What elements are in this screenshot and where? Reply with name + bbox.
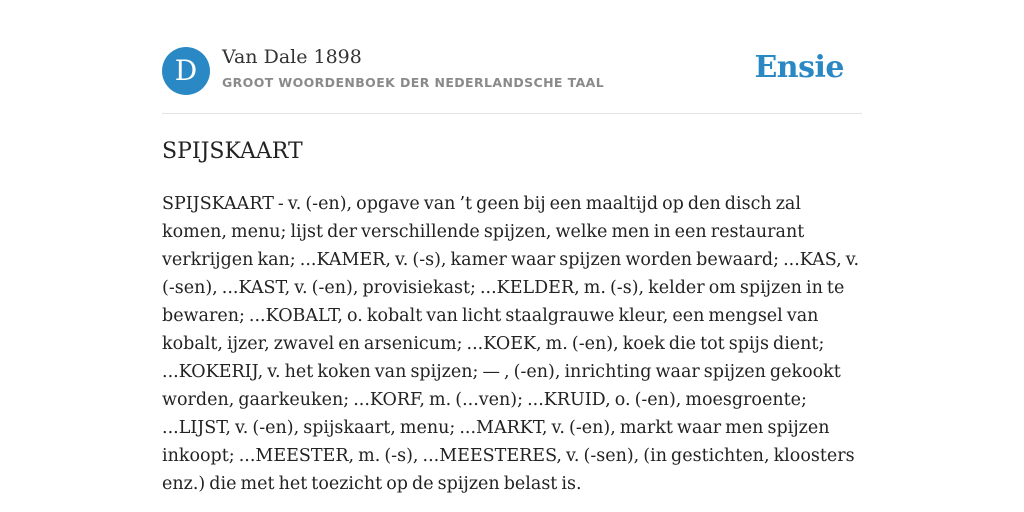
brand-logo[interactable]: Ensie (754, 50, 844, 85)
source-logo[interactable]: D (162, 47, 210, 95)
source-title[interactable]: Van Dale 1898 (222, 46, 362, 68)
entry-definition: SPIJSKAART - v. (-en), opgave van ’t geen bij een maaltijd op den disch zal komen, menu; lijst der verschillende spijzen, welke men in een restaurant verkrijgen kan; ...KAMER, v. (-s), kamer waar spijzen worden bewaard; ...KAS, v. (-sen), ...KAST, v. (-en), provisiekast; ...KELDER, m. (-s), kelder om spijzen in te bewaren; ...KOBALT, o. kobalt van licht staalgrauwe kleur, een mengsel van kobalt, ijzer, zwavel en arsenicum; ...KOEK, m. (-en), koek die tot spijs dient; ...KOKERIJ, v. het koken van spijzen; — , (-en), inrichting waar spijzen gekookt worden, gaarkeuken; ...KORF, m. (...ven); ...KRUID, o. (-en), moesgroente; ...LIJST, v. (-en), spijskaart, menu; ...MARKT, v. (-en), markt waar men spijzen inkoopt; ...MEESTER, m. (-s), ...MEESTERES, v. (-sen), (in gestichten, kloosters enz.) die met het toezicht op de spijzen belast is. (162, 194, 860, 494)
source-subtitle: GROOT WOORDENBOEK DER NEDERLANDSCHE TAAL (222, 75, 605, 90)
source-header (162, 44, 862, 100)
entry-headword: SPIJSKAART (162, 139, 303, 164)
header-divider (162, 113, 862, 114)
